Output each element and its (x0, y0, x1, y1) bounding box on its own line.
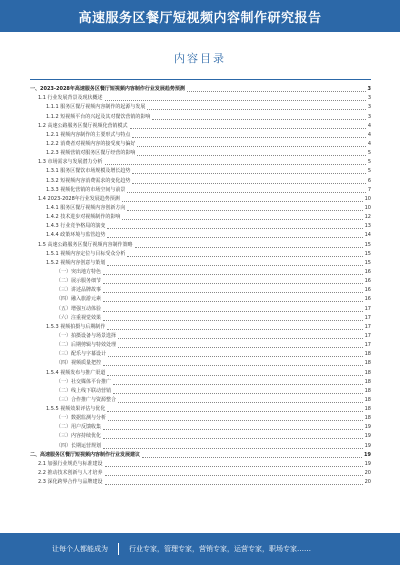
toc-entry-text: 1.4 2023-2028年行业发展趋势预测 (38, 195, 120, 202)
toc-entry-page: 19 (364, 424, 371, 431)
toc-entry-text: 1.1 行业发展背景及现状概述 (38, 95, 103, 102)
toc-entry-text: 1.4.1 服务区餐厅视频内容创新方向 (46, 204, 126, 211)
toc-entry-text: 1.5 高速公路服务区餐厅视频内容制作策略 (38, 241, 133, 248)
footer-tagline: 行业专家，管理专家，营销专家，运营专家，职场专家…… (129, 545, 311, 553)
toc-entry-page: 10 (364, 195, 371, 202)
toc-leader-dots (187, 91, 366, 92)
toc-entry-page: 18 (364, 360, 371, 367)
toc-entry-page: 18 (364, 351, 371, 358)
toc-leader-dots (103, 320, 363, 321)
toc-entry[interactable] (30, 314, 371, 323)
toc-entry-page: 17 (364, 323, 371, 330)
toc-entry[interactable] (30, 451, 371, 460)
toc-entry-text: （二）线上线下联动营销 (56, 387, 112, 394)
toc-entry[interactable] (30, 323, 371, 332)
toc-entry[interactable] (30, 176, 371, 185)
toc-leader-dots (105, 475, 363, 476)
toc-entry-text: （一）突出地方特色 (56, 268, 102, 275)
toc-leader-dots (105, 100, 366, 101)
toc-entry-page: 5 (367, 168, 371, 175)
toc-leader-dots (107, 228, 362, 229)
toc-leader-dots (132, 183, 365, 184)
toc-leader-dots (113, 393, 363, 394)
toc-entry[interactable] (30, 423, 371, 432)
toc-entry-page: 17 (364, 314, 371, 321)
report-title: 高速服务区餐厅短视频内容制作研究报告 (78, 10, 322, 26)
toc-entry[interactable] (30, 350, 371, 359)
toc-entry-page: 18 (364, 415, 371, 422)
toc-leader-dots (113, 384, 363, 385)
toc-leader-dots (127, 192, 365, 193)
toc-entry-page: 7 (367, 186, 371, 193)
toc-entry[interactable] (30, 277, 371, 286)
toc-entry[interactable] (30, 341, 371, 350)
toc-entry-text: 1.2.2 消费者对视频内容的接受度与偏好 (46, 140, 136, 147)
toc-entry-page: 18 (364, 387, 371, 394)
toc-leader-dots (103, 311, 363, 312)
toc-entry-page: 17 (364, 305, 371, 312)
toc-entry-text: （一）拍摄设备与场景选择 (56, 332, 117, 339)
toc-entry[interactable] (30, 332, 371, 341)
toc-entry-text: 1.3.3 视频化营销的市场空间与前景 (46, 186, 126, 193)
toc-entry[interactable] (30, 167, 371, 176)
toc-entry-page: 3 (367, 113, 371, 120)
toc-entry-text: 1.2 高速公路服务区餐厅视频化营销模式 (38, 122, 128, 129)
toc-entry-page: 3 (367, 86, 371, 93)
toc-entry-page: 14 (364, 232, 371, 239)
toc-leader-dots (105, 164, 366, 165)
toc-entry-page: 16 (364, 287, 371, 294)
toc-entry[interactable] (30, 94, 371, 103)
toc-entry-text: 1.5.5 视频效果评估与优化 (46, 406, 106, 413)
toc-leader-dots (135, 247, 363, 248)
toc-entry[interactable] (30, 103, 371, 112)
toc-entry[interactable] (30, 405, 371, 414)
toc-entry[interactable] (30, 414, 371, 423)
footer-separator (118, 543, 119, 555)
toc-entry-page: 16 (364, 268, 371, 275)
toc-entry-text: 2.2 推动技术创新与人才培养 (38, 470, 103, 477)
toc-entry[interactable] (30, 222, 371, 231)
toc-entry[interactable] (30, 432, 371, 441)
report-footer (0, 533, 400, 565)
toc-entry-page: 5 (367, 159, 371, 166)
toc-entry[interactable] (30, 122, 371, 131)
toc-entry-text: 1.5.4 视频发布与推广渠道 (46, 369, 106, 376)
toc-leader-dots (132, 173, 365, 174)
toc-entry-text: 1.3.2 短视频内容消费需求的变化趋势 (46, 177, 131, 184)
toc-entry-text: 1.1.2 短视频平台的兴起及其对餐饮营销的影响 (46, 113, 151, 120)
toc-entry-text: 一、2023-2028年高速服务区餐厅短视频内容制作行业发展趋势预测 (30, 86, 185, 93)
toc-entry-page: 12 (364, 214, 371, 221)
toc-entry-text: （二）展示服务细节 (56, 278, 102, 285)
toc-entry-page: 10 (364, 204, 371, 211)
toc-leader-dots (103, 448, 363, 449)
toc-leader-dots (107, 237, 362, 238)
toc-entry[interactable] (30, 478, 371, 487)
toc-entry-page: 18 (364, 406, 371, 413)
toc-entry[interactable] (30, 204, 371, 213)
toc-divider (30, 79, 371, 80)
toc-entry-text: 1.5.2 视频内容创意与策划 (46, 259, 106, 266)
toc-entry[interactable] (30, 387, 371, 396)
toc-entry[interactable] (30, 231, 371, 240)
toc-leader-dots (132, 137, 365, 138)
toc-entry-text: （四）视频质量把控 (56, 360, 102, 367)
toc-entry[interactable] (30, 460, 371, 469)
toc-leader-dots (103, 274, 363, 275)
toc-entry-page: 20 (364, 479, 371, 486)
toc-entry-text: （二）后期剪辑与特效处理 (56, 342, 117, 349)
toc-leader-dots (107, 375, 362, 376)
toc-entry-page: 17 (364, 342, 371, 349)
toc-entry-text: 1.4.2 技术进步对视频制作的影响 (46, 214, 121, 221)
toc-entry[interactable] (30, 240, 371, 249)
toc-leader-dots (107, 329, 362, 330)
toc-entry-page: 19 (364, 433, 371, 440)
toc-leader-dots (103, 283, 363, 284)
toc-entry-text: （六）注重视觉效果 (56, 314, 102, 321)
toc-entry[interactable] (30, 140, 371, 149)
toc-entry-page: 16 (364, 278, 371, 285)
toc-leader-dots (152, 119, 365, 120)
toc-entry-text: 1.4.3 行业竞争格局的演变 (46, 223, 106, 230)
toc-leader-dots (103, 292, 363, 293)
toc-entry-page: 15 (364, 241, 371, 248)
toc-entry-text: 二、高速服务区餐厅短视频内容制作行业发展建议 (30, 451, 141, 458)
toc-entry-page: 16 (364, 296, 371, 303)
toc-entry-text: 1.3.1 服务区餐饮市场规模及增长趋势 (46, 168, 131, 175)
toc-entry-page: 18 (364, 369, 371, 376)
toc-entry-page: 3 (367, 104, 371, 111)
toc-entry[interactable] (30, 304, 371, 313)
toc-leader-dots (108, 356, 363, 357)
toc-leader-dots (103, 429, 363, 430)
toc-entry-text: （四）长期运营规划 (56, 442, 102, 449)
toc-entry-text: （三）内容持续优化 (56, 433, 102, 440)
toc-entry-text: （一）数据监测与分析 (56, 415, 107, 422)
toc-entry-text: 1.1.1 服务区餐厅视频内容制作的起源与发展 (46, 104, 146, 111)
toc-leader-dots (118, 338, 363, 339)
report-header (0, 0, 400, 32)
toc-leader-dots (105, 484, 363, 485)
toc-entry[interactable] (30, 469, 371, 478)
toc-entry[interactable] (30, 112, 371, 121)
toc-entry[interactable] (30, 213, 371, 222)
toc-entry[interactable] (30, 186, 371, 195)
toc-entry-page: 3 (367, 95, 371, 102)
toc-entry-page: 4 (367, 131, 371, 138)
toc-leader-dots (137, 155, 365, 156)
toc-leader-dots (103, 365, 363, 366)
toc-leader-dots (122, 219, 362, 220)
toc-entry-text: （三）合作推广与资源整合 (56, 396, 117, 403)
toc-entry[interactable] (30, 259, 371, 268)
toc-leader-dots (130, 128, 366, 129)
toc-entry[interactable] (30, 441, 371, 450)
toc-entry-text: （五）增强互动体验 (56, 305, 102, 312)
toc-leader-dots (103, 438, 363, 439)
toc-leader-dots (122, 201, 363, 202)
toc-leader-dots (105, 466, 363, 467)
toc-entry-page: 15 (364, 259, 371, 266)
toc-entry[interactable] (30, 268, 371, 277)
toc-entry[interactable] (30, 378, 371, 387)
toc-entry-page: 17 (364, 332, 371, 339)
footer-slogan: 让每个人都能成为 (52, 545, 108, 553)
toc-entry-page: 18 (364, 378, 371, 385)
toc-leader-dots (137, 146, 365, 147)
toc-leader-dots (118, 402, 363, 403)
toc-entry-text: （四）融入旅游元素 (56, 296, 102, 303)
toc-entry[interactable] (30, 195, 371, 204)
toc-entry-text: 1.3 市场需求与发展潜力分析 (38, 159, 103, 166)
toc-entry-text: （三）讲述品牌故事 (56, 287, 102, 294)
toc-entry-page: 19 (364, 460, 371, 467)
toc-entry-page: 4 (367, 140, 371, 147)
toc-entry-text: （二）用户反馈收集 (56, 424, 102, 431)
toc-entry-page: 19 (364, 451, 371, 458)
toc-leader-dots (107, 265, 362, 266)
toc-leader-dots (108, 420, 363, 421)
toc-leader-dots (107, 411, 362, 412)
toc-leader-dots (147, 109, 365, 110)
toc-entry[interactable] (30, 368, 371, 377)
toc-entry[interactable] (30, 286, 371, 295)
toc-entry-text: 2.1 加强行业规范与标准建设 (38, 460, 103, 467)
toc-entry-text: 2.3 深化跨界合作与品牌建设 (38, 479, 103, 486)
toc-entry-text: 1.2.3 视频营销对服务区餐厅经营的影响 (46, 150, 136, 157)
toc-entry-text: 1.4.4 政策环境与监管趋势 (46, 232, 106, 239)
toc-entry-text: 1.5.1 视频内容定位与目标受众分析 (46, 250, 126, 257)
toc-leader-dots (118, 347, 363, 348)
toc-entry-page: 13 (364, 223, 371, 230)
toc-entry-text: 1.2.1 视频内容制作的主要形式与特点 (46, 131, 131, 138)
toc-entry[interactable] (30, 85, 371, 94)
toc-entry[interactable] (30, 250, 371, 259)
toc-entry-page: 18 (364, 396, 371, 403)
toc-entry[interactable] (30, 131, 371, 140)
toc-entry-page: 20 (364, 470, 371, 477)
toc-entry[interactable] (30, 396, 371, 405)
toc-entry-page: 4 (367, 122, 371, 129)
toc-entry-page: 5 (367, 150, 371, 157)
toc-entry-text: （一）社交媒体平台推广 (56, 378, 112, 385)
toc-leader-dots (127, 210, 362, 211)
toc-entry-page: 6 (367, 177, 371, 184)
toc-entry-text: （三）配乐与字幕设计 (56, 351, 107, 358)
toc-entry[interactable] (30, 359, 371, 368)
toc-entry[interactable] (30, 158, 371, 167)
toc-entry-text: 1.5.3 视频拍摄与后期制作 (46, 323, 106, 330)
toc-entry-page: 15 (364, 250, 371, 257)
toc-list (30, 85, 371, 487)
toc-leader-dots (142, 457, 362, 458)
toc-entry[interactable] (30, 149, 371, 158)
toc-leader-dots (127, 256, 362, 257)
toc-leader-dots (103, 301, 363, 302)
toc-entry-page: 19 (364, 442, 371, 449)
toc-entry[interactable] (30, 295, 371, 304)
toc-heading: 内容目录 (174, 52, 226, 65)
